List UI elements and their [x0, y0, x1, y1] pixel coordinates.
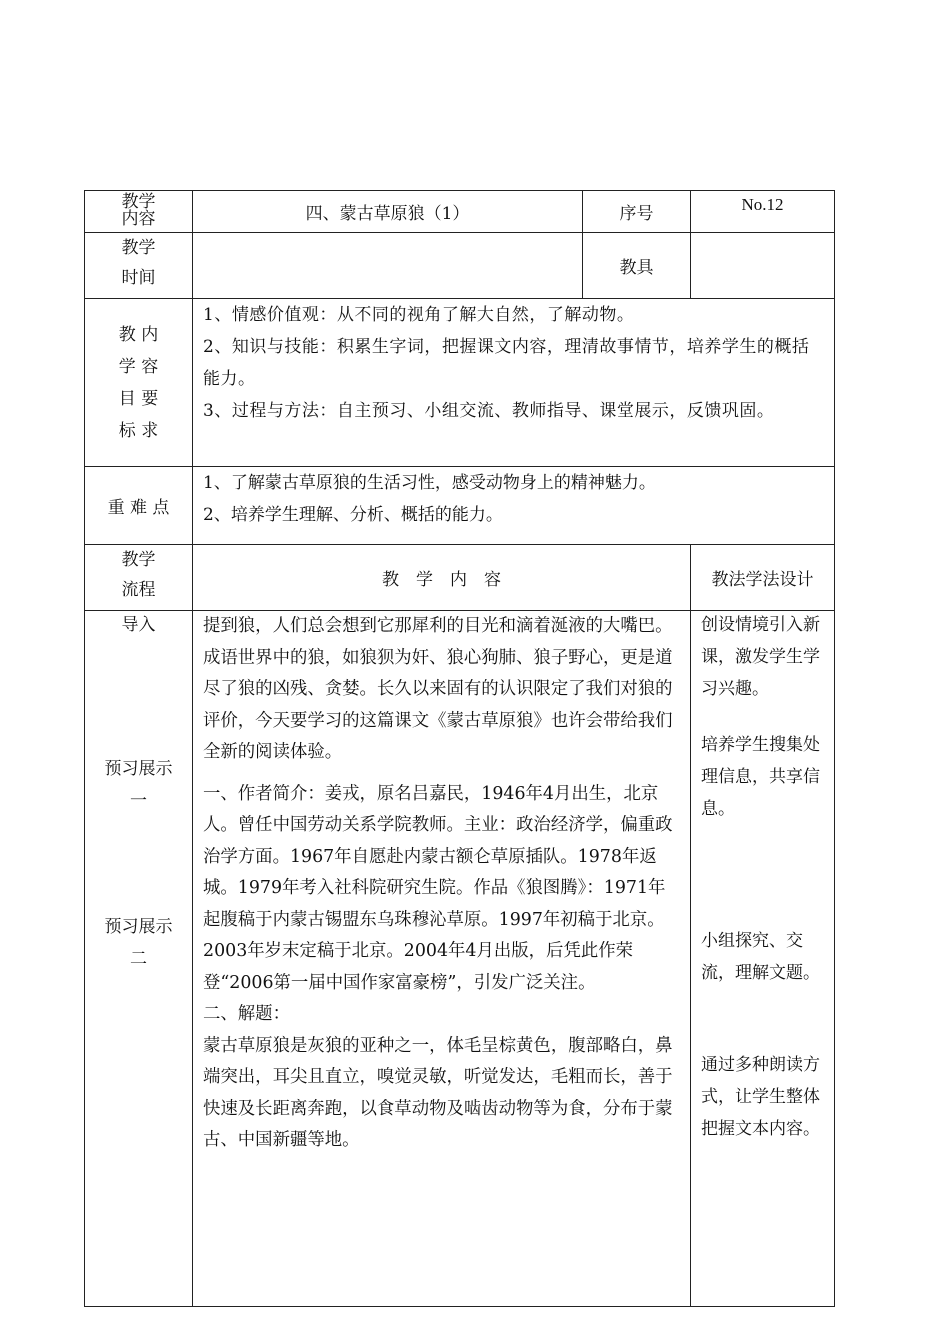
tools-value[interactable]	[691, 233, 835, 299]
stage-preview-2	[85, 911, 192, 975]
seq-label-text: 序号	[619, 204, 654, 224]
key-points-label-text: 重 难 点	[107, 498, 170, 518]
stages-column	[85, 611, 193, 1307]
stage-preview-2-line1: 预习展示	[104, 917, 173, 937]
methods-column	[691, 611, 835, 1307]
process-label-line2: 流程	[121, 580, 156, 600]
objectives-label-line: 学 容	[118, 356, 159, 377]
seq-label	[583, 191, 691, 233]
objectives-content	[193, 299, 835, 467]
row-content	[85, 191, 835, 233]
stage-preview-1-line2: 一	[130, 791, 147, 811]
process-content	[193, 611, 691, 1307]
lesson-title	[193, 191, 583, 233]
lesson-plan-sheet	[84, 190, 834, 1307]
stage-preview-1	[85, 753, 192, 817]
objective-item: 2、知识与技能：积累生字词，把握课文内容，理清故事情节，培养学生的概括能力。	[203, 337, 810, 389]
lesson-plan-table	[84, 190, 835, 1307]
content-label-line1: 教学	[121, 192, 156, 212]
key-point-item: 1、了解蒙古草原狼的生活习性，感受动物身上的精神魅力。	[203, 473, 656, 493]
content-header	[193, 545, 691, 611]
author-paragraph: 一、作者简介：姜戎，原名吕嘉民，1946年4月出生，北京人。曾任中国劳动关系学院教师。主业：政治经济学，偏重政治学方面。1967年自愿赴内蒙古额仑草原插队。1978年返城。1979年考入社科院研究生院。作品《狼图腾》：1971年起腹稿于内蒙古锡盟东乌珠穆沁草原。1997年初稿于北京。2003年岁末定稿于北京。2004年4月出版，后凭此作荣登“2006第一届中国作家富豪榜”，引发广泛关注。	[203, 783, 673, 993]
method-item: 创设情境引入新课，激发学生学习兴趣。	[701, 615, 820, 699]
title-heading: 二、解题：	[203, 1004, 290, 1024]
method-header-text: 教法学法设计	[711, 570, 814, 590]
objectives-label-line: 标 求	[118, 420, 159, 441]
row-process-body	[85, 611, 835, 1307]
seq-value-text: No.12	[741, 195, 784, 214]
seq-value	[691, 191, 835, 233]
method-item: 通过多种朗读方式，让学生整体把握文本内容。	[701, 1055, 820, 1139]
lesson-title-text: 四、蒙古草原狼（1）	[305, 204, 470, 224]
stage-preview-1-line1: 预习展示	[104, 759, 173, 779]
intro-paragraph: 提到狼，人们总会想到它那犀利的目光和滴着涎液的大嘴巴。成语世界中的狼，如狼狈为奸、狼心狗肺、狼子野心，更是道尽了狼的凶残、贪婪。长久以来固有的认识限定了我们对狼的评价，今天要学习的这篇课文《蒙古草原狼》也许会带给我们全新的阅读体验。	[203, 616, 673, 762]
key-points-label	[85, 467, 193, 545]
row-key-points	[85, 467, 835, 545]
method-item: 培养学生搜集处理信息，共享信息。	[701, 735, 820, 819]
stage-intro: 导入	[121, 615, 156, 635]
time-label-line1: 教学	[121, 238, 156, 258]
method-item: 小组探究、交流，理解文题。	[701, 931, 820, 983]
time-label	[85, 233, 193, 299]
row-time	[85, 233, 835, 299]
time-label-line2: 时间	[121, 268, 156, 288]
content-label	[85, 191, 193, 233]
objectives-label-line: 目 要	[118, 388, 159, 409]
title-paragraph: 蒙古草原狼是灰狼的亚种之一，体毛呈棕黄色，腹部略白，鼻端突出，耳尖且直立，嗅觉灵敏，听觉发达，毛粗而长，善于快速及长距离奔跑，以食草动物及啮齿动物等为食，分布于蒙古、中国新疆等地。	[203, 1035, 673, 1150]
key-points-content	[193, 467, 835, 545]
method-header	[691, 545, 835, 611]
row-process-header	[85, 545, 835, 611]
tools-label	[583, 233, 691, 299]
stage-preview-2-line2: 二	[130, 949, 147, 969]
objectives-label-line: 教 内	[118, 324, 159, 345]
objective-item: 1、情感价值观：从不同的视角了解大自然，了解动物。	[203, 305, 635, 325]
content-label-line2: 内容	[121, 209, 156, 229]
content-header-text: 教 学 内 容	[382, 570, 501, 590]
time-value[interactable]	[193, 233, 583, 299]
objective-item: 3、过程与方法：自主预习、小组交流、教师指导、课堂展示，反馈巩固。	[203, 401, 775, 421]
process-label	[85, 545, 193, 611]
row-objectives	[85, 299, 835, 467]
objectives-label	[85, 299, 193, 467]
key-point-item: 2、培养学生理解、分析、概括的能力。	[203, 505, 503, 525]
tools-label-text: 教具	[619, 258, 654, 278]
process-label-line1: 教学	[121, 550, 156, 570]
